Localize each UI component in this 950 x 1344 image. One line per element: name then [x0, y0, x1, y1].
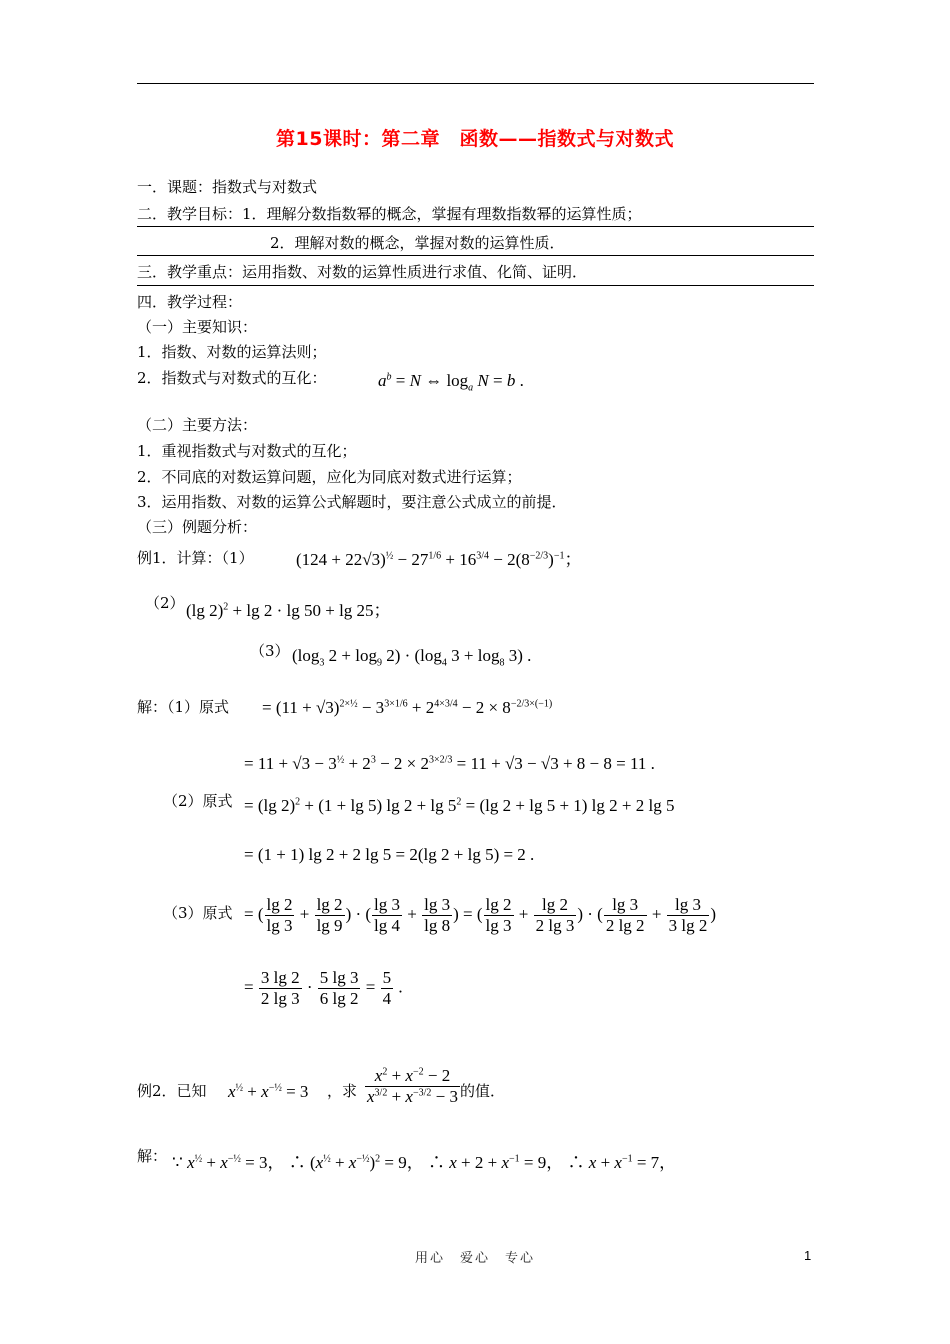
solution2-label: （2）原式: [163, 792, 233, 810]
solution2-step2: = (1 + 1) lg 2 + 2 lg 5 = 2(lg 2 + lg 5) = 2 .: [244, 845, 535, 864]
goals-line: 二．教学目标：1．理解分数指数幂的概念，掌握有理数指数幂的运算性质；: [137, 205, 642, 223]
example1-part3-label: （3）: [250, 642, 290, 660]
solution1-step1: = $(11 + √3)^{2\times\frac{1}{2}} - 3^{3\times 1/6} + 2^{4\times 3/4} - 2 \times 8^{-2/3\times(-1)}$: [262, 698, 553, 717]
example1-expr2: (lg 2)$^2$ + lg 2 · lg 50 + lg 25；: [186, 601, 391, 620]
header-rule: [137, 83, 814, 84]
method-item: 2．不同底的对数运算问题，应化为同底对数式进行运算；: [137, 468, 522, 486]
rule: [137, 255, 814, 256]
topic-line: 一．课题：指数式与对数式: [137, 178, 318, 196]
conversion-formula: $a^b = N$ ⇔ $\log_a N = b$ .: [378, 371, 524, 394]
solution2-step1: = (lg 2)$^2$ + (1 + lg 5) $\lg 2 + \lg 5^2 = (\lg$ 2 + lg 5 + 1) lg 2 + 2 lg 5: [244, 796, 675, 815]
example2-end: 的值．: [460, 1082, 506, 1100]
solution-example2-label: 解：: [137, 1147, 168, 1165]
knowledge-heading: （一）主要知识：: [137, 318, 258, 336]
rule: [137, 285, 814, 286]
solution3-step2: = $\frac{3 \lg 2}{2 \lg 3}$ · $\frac{5 \lg 3}{6 \lg 2}$ = $\frac{5}{4}$ .: [244, 968, 403, 1008]
page-footer: 用心 爱心 专心: [414, 1251, 535, 1266]
example2-given: $x^{\frac{1}{2}} + x^{-\frac{1}{2}} = 3$: [228, 1082, 309, 1101]
solution1-label: 解：（1）原式: [137, 698, 230, 716]
example2-mid: ，求: [327, 1082, 358, 1100]
examples-heading: （三）例题分析：: [137, 518, 258, 536]
solution3-label: （3）原式: [163, 904, 233, 922]
example2-target: $\frac{x^2 + x^{-2} - 2}{x^{3/2} + x^{-3/2} - 3}$: [367, 1066, 458, 1106]
example1-part2-label: （2）: [145, 594, 185, 612]
method-item: 1．重视指数式与对数式的互化；: [137, 442, 357, 460]
page-number: 1: [804, 1248, 812, 1263]
solution-example2-steps: ∵ $x^{\frac{1}{2}} + x^{-\frac{1}{2}} = 3$， ∴ $(x^{\frac{1}{2}} + x^{-\frac{1}{2}})^2 = 9$， ∴ $x + 2 + x^{-1} = 9$， ∴ $x + x^{-1} = 7$，: [172, 1153, 677, 1172]
method-item: 3．运用指数、对数的运算公式解题时，要注意公式成立的前提．: [137, 493, 567, 511]
example1-label: 例1．计算：（1）: [137, 549, 254, 567]
rule: [137, 226, 814, 227]
goals-line-2: 2．理解对数的概念，掌握对数的运算性质．: [270, 234, 565, 252]
page-title: 第15课时：第二章 函数——指数式与对数式: [276, 128, 674, 150]
example1-expr1: $(124 + 22√3)^{\frac{1}{2}} - 27^{1/6} + 16^{3/4} - 2(8^{-2/3})^{-1}$；: [296, 550, 582, 569]
solution1-step2: = $11 + √3 - 3^{\frac{1}{2}} + 2^3 - 2 \times 2^{3\times 2/3} = 11 + √3 - √3 + 8 - 8 = 11$ .: [244, 754, 655, 773]
knowledge-item: 1．指数、对数的运算法则；: [137, 343, 327, 361]
process-line: 四．教学过程：: [137, 293, 243, 311]
keypoints-line: 三．教学重点：运用指数、对数的运算性质进行求值、化简、证明．: [137, 263, 588, 281]
methods-heading: （二）主要方法：: [137, 416, 258, 434]
example2-label: 例2．已知: [137, 1082, 207, 1100]
example1-expr3: ($\log_3$ $2 + \log_9 2) \cdot (\log_4$ $3 + \log_8 3$) .: [292, 646, 532, 669]
knowledge-item: 2．指数式与对数式的互化：: [137, 369, 327, 387]
solution3-step1: = ( $\frac{\lg 2}{\lg 3}$ + $\frac{\lg 2}{\lg 9}$ ) · ( $\frac{\lg 3}{\lg 4}$ + $\frac{\lg 3}{\lg 8}$ ) = ( $\frac{\lg 2}{\lg 3}$ + $\frac{\lg 2}{2 \lg 3}$ ) · ( $\frac{\lg 3}{2 \lg 2}$ + $\frac{\lg 3}{3 \lg 2}$ ): [244, 895, 717, 935]
